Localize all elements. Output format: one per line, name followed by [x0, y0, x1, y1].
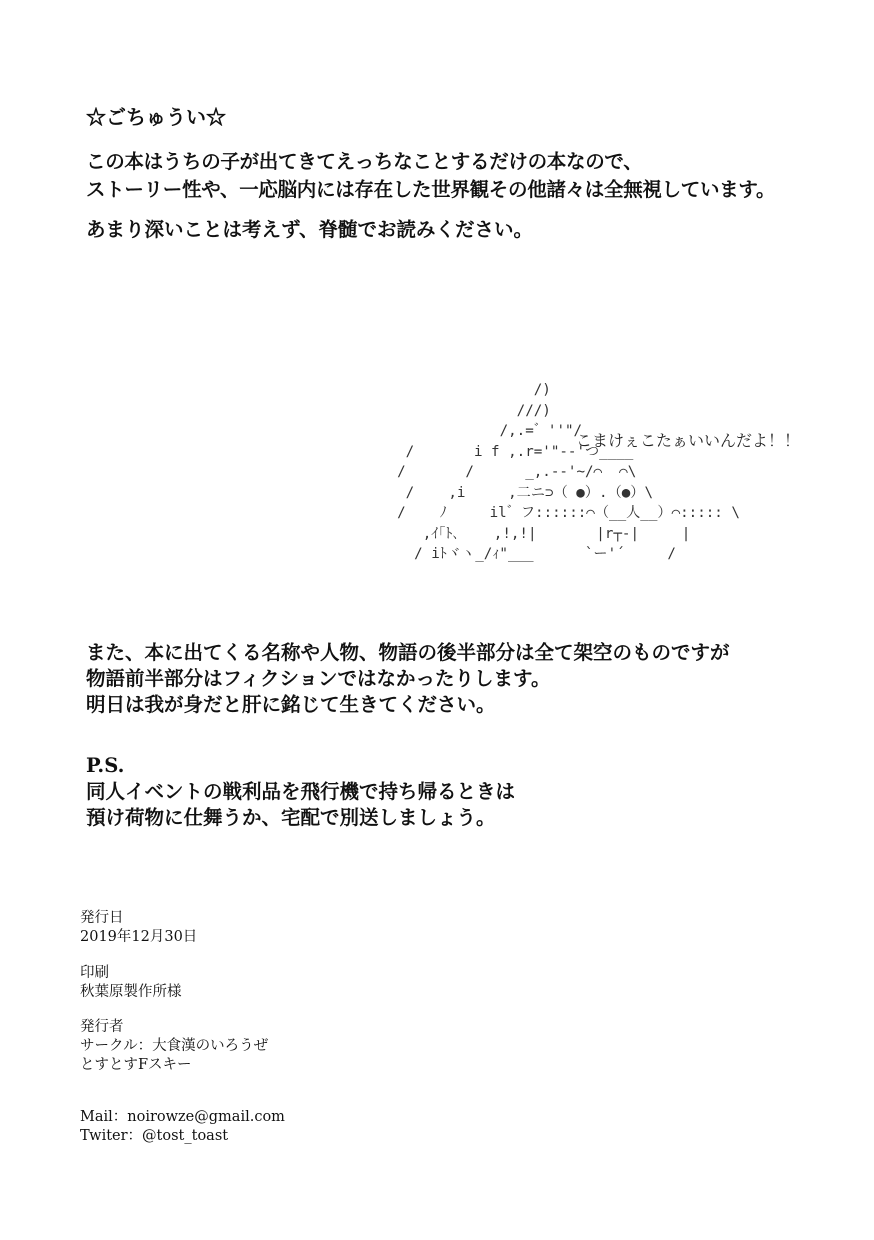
notice-paragraph-1: [86, 148, 775, 204]
twitter-text: Twiter：@tost_toast: [80, 1128, 229, 1144]
print-label: 印刷: [80, 965, 109, 981]
date-label: 発行日: [80, 910, 124, 926]
ps-line-2: 預け荷物に仕舞うか、宅配で別送しましょう。: [86, 806, 496, 829]
colophon-contact: [80, 1108, 285, 1146]
notice-line-2: ストーリー性や、一応脳内には存在した世界観その他諸々は全無視しています。: [86, 178, 776, 201]
ascii-art-illustration: [380, 380, 810, 590]
speech-text: こまけぇこたぁいいんだよ！！: [576, 431, 801, 450]
publisher-label: 発行者: [80, 1019, 124, 1035]
fiction-disclaimer: [86, 640, 730, 718]
circle-name: サークル：大食漢のいろうぜ: [80, 1038, 269, 1054]
date-value: 2019年12月30日: [80, 929, 198, 945]
colophon-print: [80, 964, 182, 1002]
notice-paragraph-2: [86, 216, 533, 244]
colophon-publisher: [80, 1018, 268, 1075]
ps-line-1: 同人イベントの戦利品を飛行機で持ち帰るときは: [86, 780, 516, 803]
notice-line-1: この本はうちの子が出てきてえっちなことするだけの本なので、: [86, 150, 643, 173]
fiction-line-2: 物語前半部分はフィクションではなかったりします。: [86, 667, 551, 690]
postscript: [86, 753, 515, 831]
author-name: とすとすFスキー: [80, 1057, 192, 1073]
ps-label: P.S.: [86, 754, 125, 777]
notice-heading: [86, 101, 226, 130]
fiction-line-3: 明日は我が身だと肝に銘じて生きてください。: [86, 693, 496, 716]
fiction-line-1: また、本に出てくる名称や人物、物語の後半部分は全て架空のものですが: [86, 641, 730, 664]
mail-text: Mail：noirowze@gmail.com: [80, 1109, 285, 1125]
notice-heading-text: ☆ごちゅうい☆: [86, 105, 226, 129]
notice-line-3: あまり深いことは考えず、脊髄でお読みください。: [86, 218, 533, 241]
colophon-date: [80, 909, 197, 947]
print-value: 秋葉原製作所様: [80, 984, 182, 1000]
ascii-art-body: /) ///) /,.=゛''"/ / i f ,.r='"-‐'つ____ / / _,.-‐'~/⌒ ⌒\ / ,i ,二ニ⊃（ ●）.（●）\ / ﾉ il゛フ::::::⌒（__人__）⌒::::: \ ,ｲ｢ﾄ､ ,!,!| |r┬-| | / iﾄヾヽ_/ｨ"___ `ー'´ /: [397, 382, 740, 562]
